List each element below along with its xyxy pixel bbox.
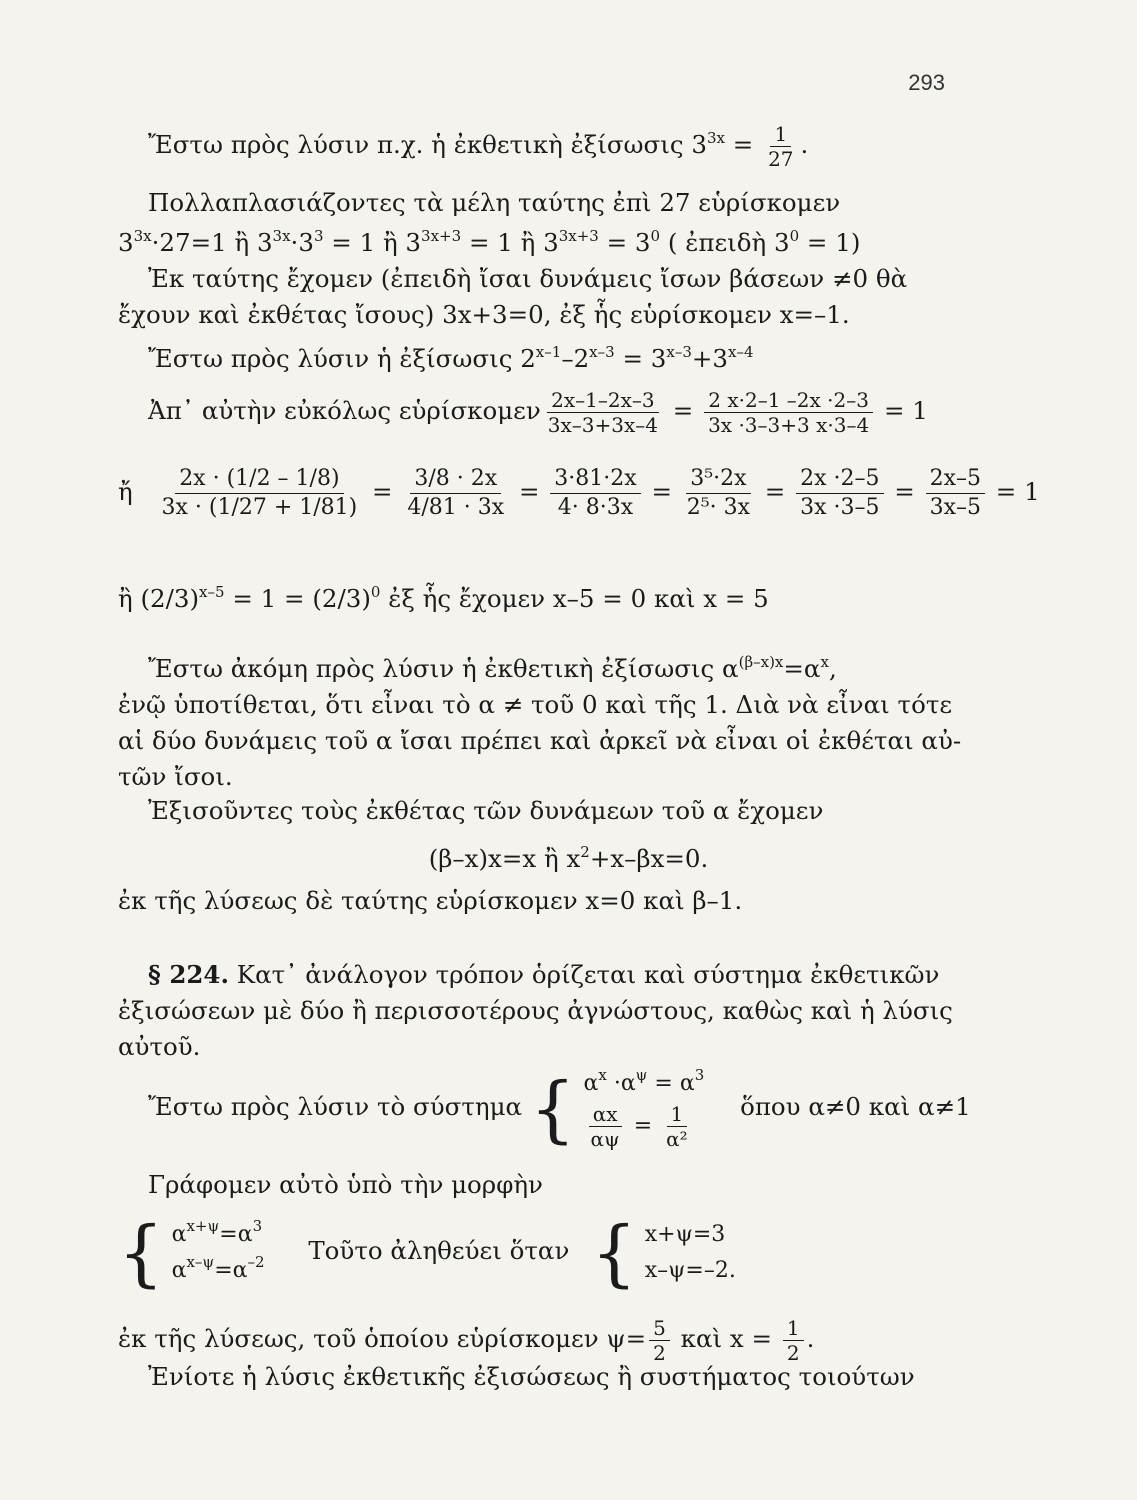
equation-line: ἢ $(2/3)^{x-5} = 1 = (2/3)^0$ ἐξ ἧς ἔχομεν x–5 = 0 καὶ x = 5	[118, 583, 769, 613]
text-line: Ἐνίοτε ἡ λύσις ἐκθετικῆς ἐξισώσεως ἢ συστήματος τοιούτων	[148, 1362, 915, 1391]
text-line: Ἐξισοῦντες τοὺς ἐκθέτας τῶν δυνάμεων τοῦ α ἔχομεν	[148, 796, 824, 825]
text-line: αἱ δύο δυνάμεις τοῦ α ἴσαι πρέπει καὶ ἀρκεῖ νὰ εἶναι οἱ ἐκθέται αὐ-	[118, 726, 962, 755]
text-line: Πολλαπλασιάζοντες τὰ μέλη ταύτης ἐπὶ 27 εὑρίσκομεν	[148, 188, 841, 217]
text-line: τῶν ἴσοι.	[118, 762, 233, 791]
equation-line: Ἔστω πρὸς λύσιν ἡ ἐξίσωσις $2^{x-1}-2^{x-3} = 3^{x-3}+3^{x-4}$	[148, 343, 754, 373]
text-line: αὐτοῦ.	[118, 1032, 201, 1061]
text-line: Ἐκ ταύτης ἔχομεν (ἐπειδὴ ἴσαι δυνάμεις ἴσων βάσεων ≠0 θὰ	[148, 264, 908, 293]
text-line: ἐκ τῆς λύσεως δὲ ταύτης εὑρίσκομεν x=0 καὶ β–1.	[118, 886, 743, 915]
page-number: 293	[908, 70, 945, 95]
text-line: Ἔστω πρὸς λύσιν π.χ. ἡ ἐκθετικὴ ἐξίσωσις $3^{3x}$ = $\frac{1}{27}$ .	[148, 122, 809, 171]
equation-line: ἤ $\frac{2x \cdot (1/2 - 1/8)}{3x \cdot (1/27 + 1/81)}$ = $\frac{3/8 \cdot 2x}{4/81 \cdot 3x}$ = $\frac{3\cdot 81\cdot 2x}{4\cdot 8\cdot 3x}$ = $\frac{\text{3⁵·2x}}{\text{2⁵· 3x}}$ = $\frac{2x \cdot 2-5}{3x \cdot 3-5}$ = $\frac{2x-5}{3x-5}$ = 1	[118, 466, 1040, 520]
text-line: ἔχουν καὶ ἐκθέτας ἴσους) 3x+3=0, ἐξ ἧς εὑρίσκομεν x=–1.	[118, 300, 850, 329]
equation-line: (β–x)x=x ἢ $x^2+x-\beta x=0$.	[428, 843, 709, 873]
equation-line: Ἔστω ἀκόμη πρὸς λύσιν ἡ ἐκθετικὴ ἐξίσωσις $\alpha^{(\beta-x)x}=\alpha^x$,	[148, 653, 837, 683]
text-line: ἐξισώσεων μὲ δύο ἢ περισσοτέρους ἀγνώστους, καθὼς καὶ ἡ λύσις	[118, 996, 953, 1025]
text-line: Γράφομεν αὐτὸ ὑπὸ τὴν μορφὴν	[148, 1170, 543, 1199]
section-224: § 224. Κατ᾽ ἀνάλογον τρόπον ὁρίζεται καὶ σύστημα ἐκθετικῶν	[148, 960, 940, 989]
equation-line: $3^{3x}\cdot 27=1$ ἢ $3^{3x}\cdot 3^3 = 1$ ἢ $3^{3x+3} = 1$ ἢ $3^{3x+3} = 3^0$ ( ἐπειδὴ $3^0 = 1$)	[118, 227, 861, 257]
text-line: ἐνῷ ὑποτίθεται, ὅτι εἶναι τὸ α ≠ τοῦ 0 καὶ τῆς 1. Διὰ νὰ εἶναι τότε	[118, 690, 953, 719]
equation-line: ἐκ τῆς λύσεως, τοῦ ὁποίου εὑρίσκομεν ψ= $\frac{5}{2}$ καὶ x = $\frac{1}{2}$ .	[118, 1316, 815, 1365]
equation-line: { $\alpha^{x+\psi}=\alpha^3$ $\alpha^{x-\psi}=\alpha^{-2}$ Τοῦτο ἀληθεύει ὅταν { x+ψ=3 x–ψ=–2.	[118, 1210, 736, 1295]
equation-line: Ἔστω πρὸς λύσιν τὸ σύστημα { $\alpha^x \cdot\alpha^\psi = \alpha^3$ $\frac{\alpha x}{\alpha\psi}$ = $\frac{1}{\text{α²}}$ ὅπου α≠0 καὶ α≠1	[148, 1066, 971, 1151]
equation-line: Ἀπ᾽ αὐτὴν εὐκόλως εὑρίσκομεν $\frac{2x-1-2x-3}{3x-3+3x-4}$ = $\frac{2 x\cdot 2-1 -2x \cdot 2-3}{3x \cdot 3-3+3 x\cdot 3-4}$ = 1	[148, 388, 928, 437]
